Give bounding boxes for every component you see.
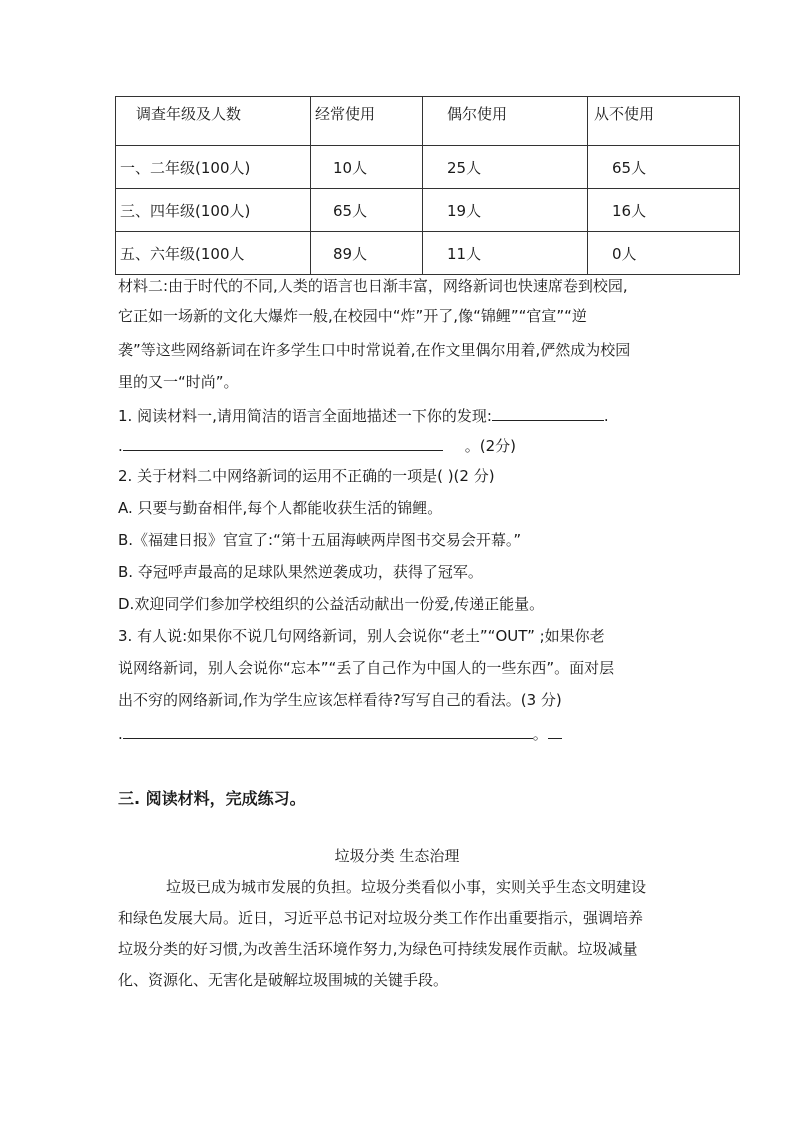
table-cell: 25人 — [423, 146, 588, 189]
question-1-lead: . — [118, 437, 123, 455]
question-1-answer-line — [118, 434, 516, 456]
question-2-prompt: 2. 关于材料二中网络新词的运用不正确的一项是( )(2 分) — [118, 467, 495, 485]
material2-line: 里的又一“时尚”。 — [118, 373, 239, 391]
question-1 — [118, 404, 609, 426]
material2-line: 材料二:由于时代的不同,人类的语言也日渐丰富，网络新词也快速席卷到校园, — [118, 277, 628, 295]
table-cell: 16人 — [588, 189, 740, 232]
question-3-line: 3. 有人说:如果你不说几句网络新词，别人会说你“老土”“OUT” ;如果你老 — [118, 627, 605, 645]
table-cell: 65人 — [588, 146, 740, 189]
article-paragraph-line: 垃圾分类的好习惯,为改善生活环境作努力,为绿色可持续发展作贡献。垃圾减量 — [118, 940, 638, 958]
table-header-cell: 从不使用 — [588, 97, 740, 146]
table-cell: 19人 — [423, 189, 588, 232]
question-1-trail: . — [603, 407, 609, 425]
question-1-score: 。(2分) — [464, 437, 517, 455]
table-cell: 65人 — [311, 189, 423, 232]
article-paragraph-line: 和绿色发展大局。近日，习近平总书记对垃圾分类工作作出重要指示，强调培养 — [118, 909, 644, 927]
table-cell: 89人 — [311, 232, 423, 275]
material2-line: 它正如一场新的文化大爆炸一般,在校园中“炸”开了,像“锦鲤”“官宣”“逆 — [118, 307, 587, 325]
table-header-row — [116, 97, 740, 146]
table-cell: 11人 — [423, 232, 588, 275]
answer-blank[interactable] — [123, 434, 443, 451]
article-paragraph-line: 化、资源化、无害化是破解垃圾围城的关键手段。 — [118, 971, 449, 989]
table-row — [116, 232, 740, 275]
table-header-cell: 调查年级及人数 — [116, 97, 311, 146]
question-3-line: 说网络新词，别人会说你“忘本”“丢了自己作为中国人的一些东西”。面对层 — [118, 659, 615, 677]
question-3-line: 出不穷的网络新词,作为学生应该怎样看待?写写自己的看法。(3 分) — [118, 691, 562, 709]
article-title: 垃圾分类 生态治理 — [334, 847, 460, 865]
table-row — [116, 189, 740, 232]
answer-blank[interactable] — [123, 722, 533, 739]
question-1-prompt: 1. 阅读材料一,请用简洁的语言全面地描述一下你的发现: — [118, 407, 492, 425]
table-cell: 10人 — [311, 146, 423, 189]
question-2-option: D.欢迎同学们参加学校组织的公益活动献出一份爱,传递正能量。 — [118, 595, 545, 613]
question-3-lead: . — [118, 725, 123, 743]
survey-table — [115, 96, 740, 275]
question-2-option: B.《福建日报》官宣了:“第十五届海峡两岸图书交易会开幕。” — [118, 531, 522, 549]
table-header-cell: 经常使用 — [311, 97, 423, 146]
material2-line: 袭”等这些网络新词在许多学生口中时常说着,在作文里偶尔用着,俨然成为校园 — [118, 341, 631, 359]
table-header-cell: 偶尔使用 — [423, 97, 588, 146]
table-cell: 0人 — [588, 232, 740, 275]
answer-blank[interactable] — [492, 404, 604, 421]
table-cell: 五、六年级(100人 — [116, 232, 311, 275]
table-row — [116, 146, 740, 189]
article-paragraph-line: 垃圾已成为城市发展的负担。垃圾分类看似小事，实则关乎生态文明建设 — [166, 878, 647, 896]
answer-blank[interactable] — [548, 722, 562, 739]
table-cell: 一、二年级(100人) — [116, 146, 311, 189]
question-2-option: A. 只要与勤奋相伴,每个人都能收获生活的锦鲤。 — [118, 499, 443, 517]
question-3-end: 。 — [532, 725, 548, 743]
section-title: 三. 阅读材料，完成练习。 — [118, 789, 306, 808]
question-3-answer-line — [118, 722, 562, 744]
table-cell: 三、四年级(100人) — [116, 189, 311, 232]
question-2-option: B. 夺冠呼声最高的足球队果然逆袭成功，获得了冠军。 — [118, 563, 483, 581]
